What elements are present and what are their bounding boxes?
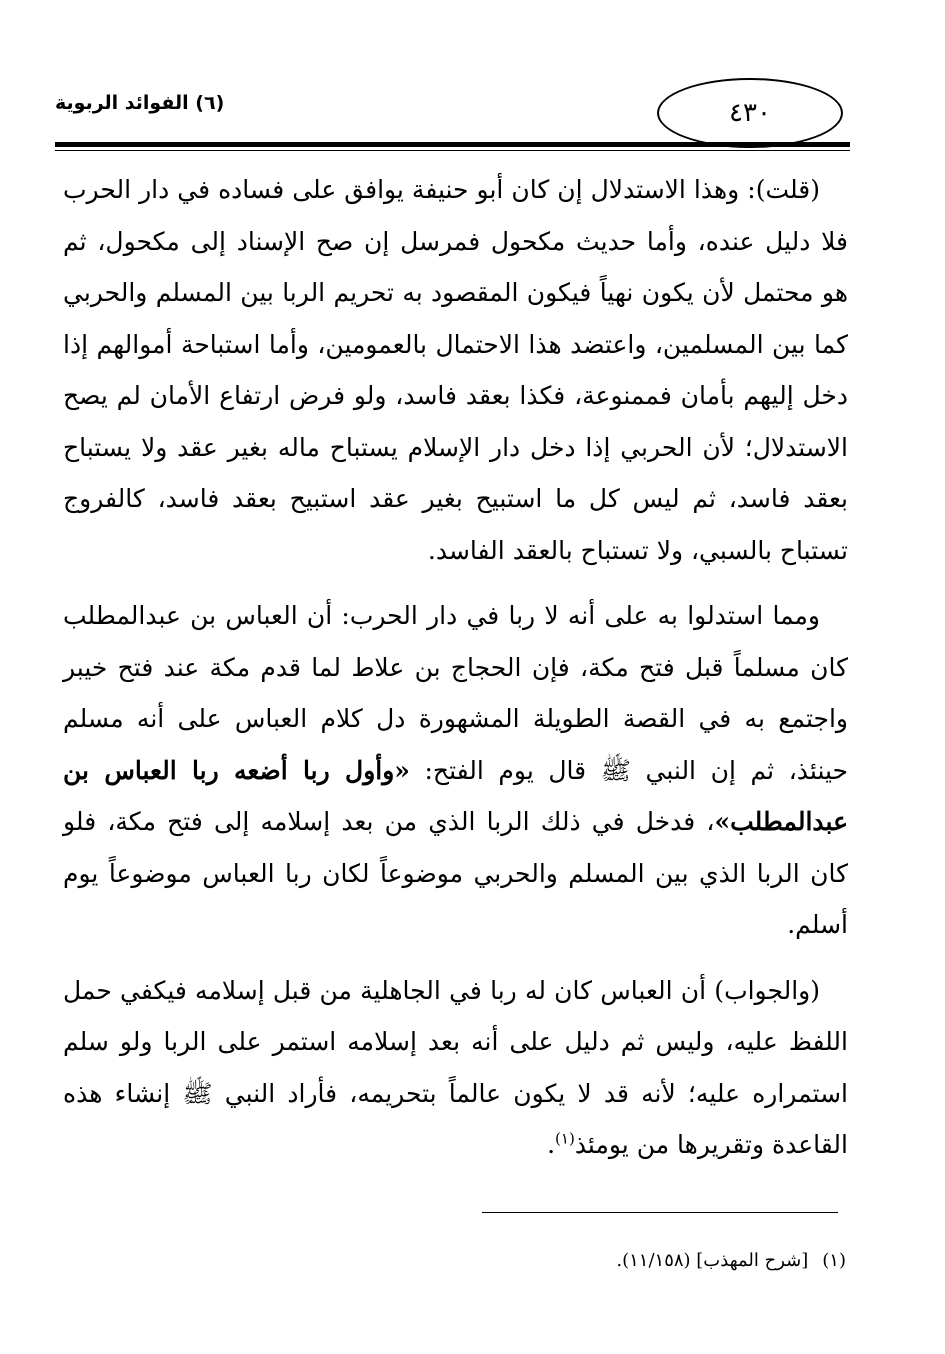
running-title: (٦) الفوائد الربوية — [55, 92, 225, 114]
paragraph-1 — [63, 164, 848, 576]
paragraph-text: (والجواب) أن العباس كان له ربا في الجاهلية من قبل إسلامه فيكفي حمل اللفظ عليه، وليس ثم دليل على أنه بعد إسلامه استمر على الربا ولو سلم استمراره عليه؛ لأنه قد لا يكون عالماً بتحريمه، فأراد النبي ﷺ إنشاء هذه القاعدة وتقريرها من يومئذ — [63, 975, 848, 1159]
paragraph-3 — [63, 965, 848, 1171]
footnote-separator — [482, 1212, 838, 1213]
main-text — [63, 164, 848, 1171]
paragraph-2 — [63, 590, 848, 951]
paragraph-text: ومما استدلوا به على أنه لا ربا في دار الحرب: أن العباس بن عبدالمطلب كان مسلماً قبل فتح مكة، فإن الحجاج بن علاط لما قدم مكة عند فتح خيبر واجتمع به في القصة الطويلة المشهورة دل كلام العباس على أنه مسلم حينئذ، ثم إن النبي ﷺ قال يوم الفتح: — [63, 601, 848, 785]
paragraph-lead: (قلت): — [747, 175, 820, 204]
footnote-number: (١) — [822, 1250, 846, 1271]
paragraph-text: وهذا الاستدلال إن كان أبو حنيفة يوافق على فساده في دار الحرب فلا دليل عنده، وأما حديث مكحول فمرسل إن صح الإسناد إلى مكحول، ثم هو محتمل لأن يكون نهياً فيكون المقصود به تحريم الربا بين المسلم والحربي كما بين المسلمين، واعتضد هذا الاحتمال بالعمومين، وأما استباحة أموالهم إذا دخل إليهم بأمان فممنوعة، فكذا بعقد فاسد، ولو فرض ارتفاع الأمان لم يصح الاستدلال؛ لأن الحربي إذا دخل دار الإسلام يستباح ماله بغير عقد ولا يستباح بعقد فاسد، ثم ليس كل ما استبيح بغير عقد استبيح بعقد فاسد، كالفروج تستباح بالسبي، ولا تستباح بالعقد الفاسد. — [63, 175, 848, 565]
header-rule-thin — [55, 150, 850, 151]
page-header — [55, 78, 850, 158]
paragraph-end: . — [547, 1130, 556, 1159]
hadith-quote: «وأول ربا أضعه ربا العباس بن عبدالمطلب» — [63, 755, 848, 836]
footnote-reference[interactable]: (١) — [555, 1129, 575, 1148]
footnote-item — [63, 1248, 846, 1274]
footnote-text: [شرح المهذب] (١١/١٥٨). — [616, 1250, 809, 1271]
footnotes — [63, 1248, 846, 1274]
page-number: ٤٣٠ — [657, 78, 843, 148]
paragraph-text-after: ، فدخل في ذلك الربا الذي من بعد إسلامه إلى فتح مكة، فلو كان الربا الذي بين المسلم والحربي موضوعاً لكان ربا العباس موضوعاً يوم أسلم. — [63, 807, 848, 939]
header-rule — [55, 142, 850, 147]
